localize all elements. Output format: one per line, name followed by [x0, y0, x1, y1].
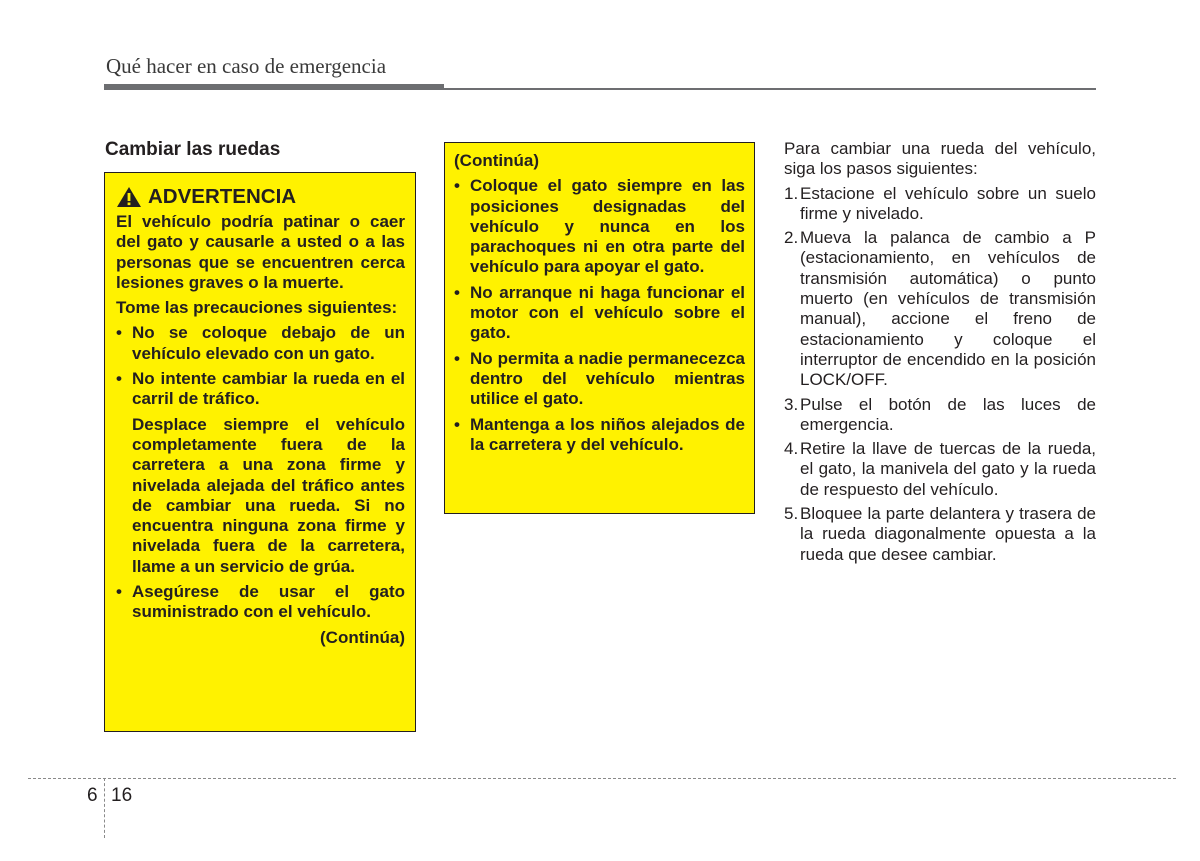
footer-divider	[104, 778, 105, 838]
bullet-dot: •	[454, 348, 460, 368]
warning-bullet	[454, 176, 745, 277]
section-title: Cambiar las ruedas	[105, 139, 281, 160]
bullet-dot: •	[116, 582, 122, 602]
warning-precautions: Tome las precauciones siguientes:	[116, 298, 398, 318]
instruction-step	[784, 395, 1096, 436]
warning-bullet	[116, 369, 405, 410]
instruction-step	[784, 504, 1096, 565]
step-text: Pulse el botón de las luces de emergencia.	[800, 394, 1096, 434]
warning-bullet-detail: Desplace siempre el vehículo completamente fuera de la carretera a una zona firme y nivelada alejada del tráfico antes de cambiar una rueda. Si no encuentra ninguna zona firme y nivelada fuera de la carretera, llame a un servicio de grúa.	[132, 414, 405, 576]
warning-bullet	[116, 323, 405, 364]
instruction-step	[784, 184, 1096, 225]
step-text: Estacione el vehículo sobre un suelo firme y nivelado.	[800, 183, 1096, 223]
bullet-text: Asegúrese de usar el gato suministrado con el vehículo.	[132, 582, 405, 622]
step-number: 3.	[784, 394, 799, 414]
header-rule-thick	[104, 84, 444, 90]
bullet-text: No intente cambiar la rueda en el carril de tráfico.	[132, 369, 405, 409]
bullet-text: Mantenga a los niños alejados de la carretera y del vehículo.	[470, 414, 745, 454]
warning-heading-label: ADVERTENCIA	[148, 185, 297, 208]
bullet-dot: •	[454, 414, 460, 434]
step-text: Retire la llave de tuercas de la rueda, el gato, la manivela del gato y la rueda de respuesto del vehículo.	[800, 439, 1096, 499]
step-number: 1.	[784, 183, 799, 203]
warning-bullet	[454, 283, 745, 344]
step-number: 2.	[784, 228, 799, 248]
bullet-text: Coloque el gato siempre en las posiciones designadas del vehículo y nunca en los parachoques ni en otra parte del vehículo para apoyar el gato.	[470, 176, 745, 277]
warning-heading	[116, 185, 405, 209]
bullet-text: No arranque ni haga funcionar el motor con el vehículo sobre el gato.	[470, 282, 745, 343]
warning-triangle-icon	[116, 186, 142, 208]
step-number: 4.	[784, 439, 799, 459]
footer-rule	[28, 778, 1176, 779]
warning-bullet	[454, 415, 745, 456]
warning-box-right	[444, 142, 755, 514]
instruction-step	[784, 439, 1096, 500]
continued-label: (Continúa)	[454, 151, 539, 170]
bullet-dot: •	[116, 323, 122, 343]
instructions-column	[784, 139, 1096, 569]
step-text: Bloquee la parte delantera y trasera de la rueda diagonalmente opuesta a la rueda que desee cambiar.	[800, 504, 1096, 564]
instruction-step	[784, 228, 1096, 390]
page-header-title: Qué hacer en caso de emergencia	[106, 54, 387, 78]
bullet-text: No permita a nadie permanecezca dentro del vehículo mientras utilice el gato.	[470, 348, 745, 409]
bullet-dot: •	[454, 176, 460, 196]
warning-bullet	[454, 349, 745, 410]
page-chapter-number: 6	[87, 785, 98, 806]
warning-box-left	[104, 172, 416, 732]
header-rule-thin	[444, 88, 1096, 90]
bullet-text: No se coloque debajo de un vehículo elevado con un gato.	[132, 323, 405, 363]
instructions-intro: Para cambiar una rueda del vehículo, siga los pasos siguientes:	[784, 139, 1096, 179]
step-text: Mueva la palanca de cambio a P (estacionamiento, en vehículos de transmisión automática) o punto muerto (en vehículos de transmisión manual), accione el freno de estacionamiento y coloque el interruptor de encendido en la posición LOCK/OFF.	[800, 228, 1096, 390]
warning-intro: El vehículo podría patinar o caer del gato y causarle a usted o a las personas que se encuentren cerca lesiones graves o la muerte.	[116, 212, 405, 292]
step-number: 5.	[784, 504, 799, 524]
page-number: 16	[111, 785, 133, 806]
continues-label: (Continúa)	[320, 627, 405, 647]
warning-bullet	[116, 582, 405, 623]
bullet-dot: •	[454, 282, 460, 302]
bullet-dot: •	[116, 369, 122, 389]
